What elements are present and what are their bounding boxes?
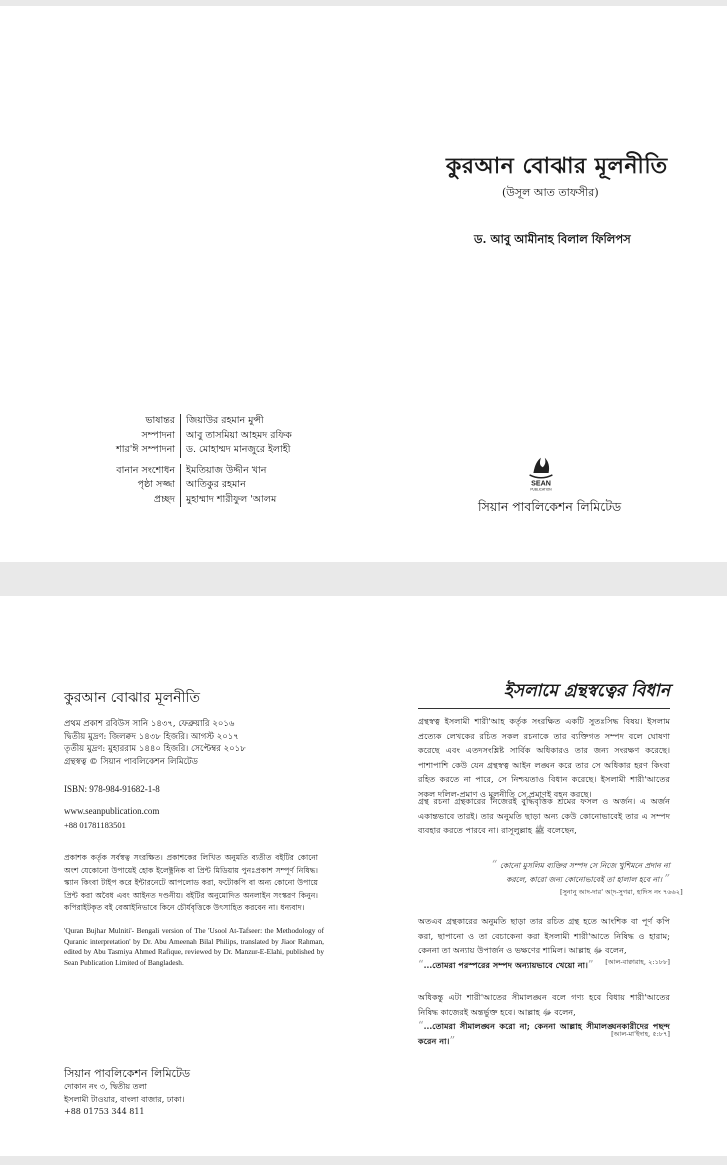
website-link[interactable]: www.seanpublication.com — [64, 806, 160, 816]
english-description: 'Quran Bujhar Mulniti'- Bengali version of The 'Usool At-Tafseer: the Methodology of Quranic interpretation' by Dr. Abu Ameenah Bilal Philips, translated by Jiaor Rahman, edited by Abu Tasmiya Ahmed Rafique, reviewed by Dr. Manzur-E-Elahi, published by Sean Publication Limited of Bangladesh. — [64, 926, 324, 967]
book-subtitle: (উসূল আত তাফসীর) — [502, 186, 599, 199]
reference: [আল-বাক্বারাহ, ২:১৮৮] — [605, 958, 670, 966]
credit-name: জিয়াউর রহমান মুন্সী — [180, 414, 264, 429]
credit-row — [84, 443, 292, 458]
hadith-quote — [470, 858, 670, 886]
rights-notice: প্রকাশক কর্তৃক সর্বস্বত্ব সংরক্ষিত। প্রকাশকের লিখিত অনুমতি ব্যতীত বইটির কোনো অংশ যেকোনো উপায়েই হোক ইলেক্ট্রনিক বা প্রিন্ট মিডিয়ায় পুনঃপ্রকাশ সম্পূর্ণ নিষিদ্ধ। স্ক্যান কিংবা টাইপ করে ইন্টারনেটে আপলোড করা, ফটোকপি বা অন্য কোনো উপায়ে প্রিন্ট করা অবৈধ এবং আইনত দণ্ডনীয়। বইটির অনুমোদিত অনলাইন সংস্করণ কিনুন। কপিরাইটকৃত বই বেআইনিভাবে কিনে চৌর্যবৃত্তিকে উৎসাহিত করবেন না। ধন্যবাদ। — [64, 853, 318, 912]
quote-close-icon: ” — [449, 1033, 456, 1047]
quote-close-icon: ” — [664, 872, 670, 885]
logo-subtext: PUBLICATION — [530, 487, 552, 492]
credit-name: আবু তাসমিয়া আহমদ রফিক — [180, 429, 292, 444]
paragraph-text: অধিকন্তু এটা শারী'আতের সীমালঙ্ঘন বলে গণ্য হবে বিধায় শারী'আতের নিষিদ্ধ কাজেরই অন্তর্ভুক্ত হবে। আল্লাহ ﷻ বলেন, — [418, 992, 670, 1017]
credit-name: ড. মোহাম্মদ মানজুরে ইলাহী — [180, 443, 290, 458]
logo-wordmark: SEAN — [531, 479, 551, 488]
credit-row — [84, 414, 292, 429]
paragraph: গ্রন্থস্বত্ব ইসলামী শারী'আহ কর্তৃক সংরক্ষিত একটি সুতঃসিদ্ধ বিষয়। ইসলাম প্রত্যেক লেখকের রচিত সকল রচনাকে তার ব্যক্তিগত সম্পদ বলে ঘোষণা করেছে এবং এতদসংশ্লিষ্ট সার্বিক অধিকারও তার জন্য সংরক্ষণ করেছে। পাশাপাশি কেউ যেন গ্রন্থস্বত্ব আইন লঙ্ঘন করে তার সে অধিকার হরণ কিংবা রহিত করতে না পারে, সে নিশ্চয়তাও বিধান করেছে। ইসলামী শারী'আতের সকল দলিল-প্রমাণ ও মূলনীতি সে প্রমাণই বহন করছে। — [418, 716, 670, 799]
credit-row — [84, 429, 292, 444]
paragraph-text: অতএব গ্রন্থকারের অনুমতি ছাড়া তার রচিত গ্রন্থ হতে আংশিক বা পূর্ণ কপি করা, ছাপানো ও তা বেচাকেনা করা ইসলামী শারী'আতে নিষিদ্ধ ও হারাম; কেননা তা অন্যায় উপার্জন ও ভক্ষণের শামিল। আল্লাহ ﷻ বলেন, — [418, 916, 670, 955]
credit-role: সম্পাদনা — [141, 429, 175, 441]
publisher-address — [64, 1066, 190, 1119]
credit-name: আতিকুর রহমান — [180, 478, 246, 493]
title-page — [0, 6, 727, 562]
book-title: কুরআন বোঝার মূলনীতি — [446, 153, 668, 179]
phone-number: +88 01781183501 — [64, 820, 126, 830]
book-author: ড. আবু আমীনাহ বিলাল ফিলিপস — [474, 232, 631, 246]
credit-name: মুহাম্মাদ শারীফুল 'আলম — [180, 493, 276, 508]
quote-open-icon: “ — [418, 1019, 424, 1032]
quran-quote: ...তোমরা সীমালঙ্ঘন করো না; কেননা আল্লাহ সীমালঙ্ঘনকারীদের পছন্দ করেন না। — [418, 1021, 670, 1046]
publisher-address-name: সিয়ান পাবলিকেশন লিমিটেড — [64, 1067, 191, 1080]
credit-row — [84, 493, 292, 508]
copyright-page — [0, 596, 727, 1156]
publisher-name: সিয়ান পাবলিকেশন লিমিটেড — [478, 499, 622, 514]
quote-close-icon: ” — [587, 957, 594, 971]
hadith-quote-text: কোনো মুসলিম ব্যক্তির সম্পদ সে নিজে খুশিমনে প্রদান না করলে, কারো জন্য কোনোভাবেই তা হালাল হবে না। — [499, 861, 670, 884]
edition-history — [64, 718, 246, 768]
edition-line: দ্বিতীয় মুদ্রণ: জিলক্বদ ১৪৩৮ হিজরি। আগস্ট ২০১৭ — [64, 731, 239, 742]
credit-role: শার'ঈ সম্পাদনা — [116, 444, 175, 455]
reference: [সুনানু আদ-দার' আ্দ-সুগরা, হাদিস নং ৭৬৬২] — [560, 888, 683, 896]
quran-quote: ...তোমরা পরস্পরের সম্পদ অন্যায়ভাবে খেয়ো না। — [423, 959, 588, 970]
imprint-title: কুরআন বোঝার মূলনীতি — [64, 690, 201, 706]
quote-open-icon: “ — [491, 858, 498, 871]
reference: [আল-মা'ইদাহ, ৫:৮৭] — [611, 1030, 670, 1038]
credits-block — [84, 414, 292, 507]
copyright-line: গ্রন্থস্বত্ব © সিয়ান পাবলিকেশন লিমিটেড — [64, 756, 198, 767]
section-heading: ইসলামে গ্রন্থস্বত্বের বিধান — [418, 678, 670, 709]
credit-role: পৃষ্ঠা সজ্জা — [137, 479, 175, 490]
credit-row — [84, 478, 292, 493]
address-line: দোকান নং ৩, দ্বিতীয় তলা — [64, 1082, 147, 1091]
credit-role: বানান সংশোধন — [116, 464, 175, 476]
address-line: ইসলামী টাওয়ার, বাংলা বাজার, ঢাকা। — [64, 1094, 185, 1104]
credit-name: ইমতিয়াজ উদ্দীন খান — [180, 464, 266, 479]
credit-row — [84, 464, 292, 479]
isbn: ISBN: 978-984-91682-1-8 — [64, 784, 160, 794]
edition-line: প্রথম প্রকাশ রবিউস সানি ১৪৩৭, ফেব্রুয়ারি ২০১৬ — [64, 719, 235, 729]
credit-role: প্রচ্ছদ — [153, 493, 175, 505]
publisher-logo-icon — [522, 454, 560, 492]
edition-line: তৃতীয় মুদ্রণ: মুহাররাম ১৪৪০ হিজরি। সেপ্টেম্বর ২০১৮ — [64, 744, 246, 754]
paragraph: গ্রন্থ রচনা গ্রন্থকারের নিজেরই বুদ্ধিবৃত্তিক শ্রমের ফসল ও অর্জন। এ অর্জন একান্তভাবে তারই। তার অনুমতি ছাড়া অন্য কেউ কোনোভাবেই তার এ সম্পদ ব্যবহার করতে পারবে না। রাসূলুল্লাহ ﷺ বলেছেন, — [418, 796, 670, 835]
publisher-phone: +88 01753 344 811 — [64, 1107, 145, 1116]
credit-role: ভাষান্তর — [145, 415, 175, 426]
quote-open-icon: “ — [418, 957, 424, 971]
